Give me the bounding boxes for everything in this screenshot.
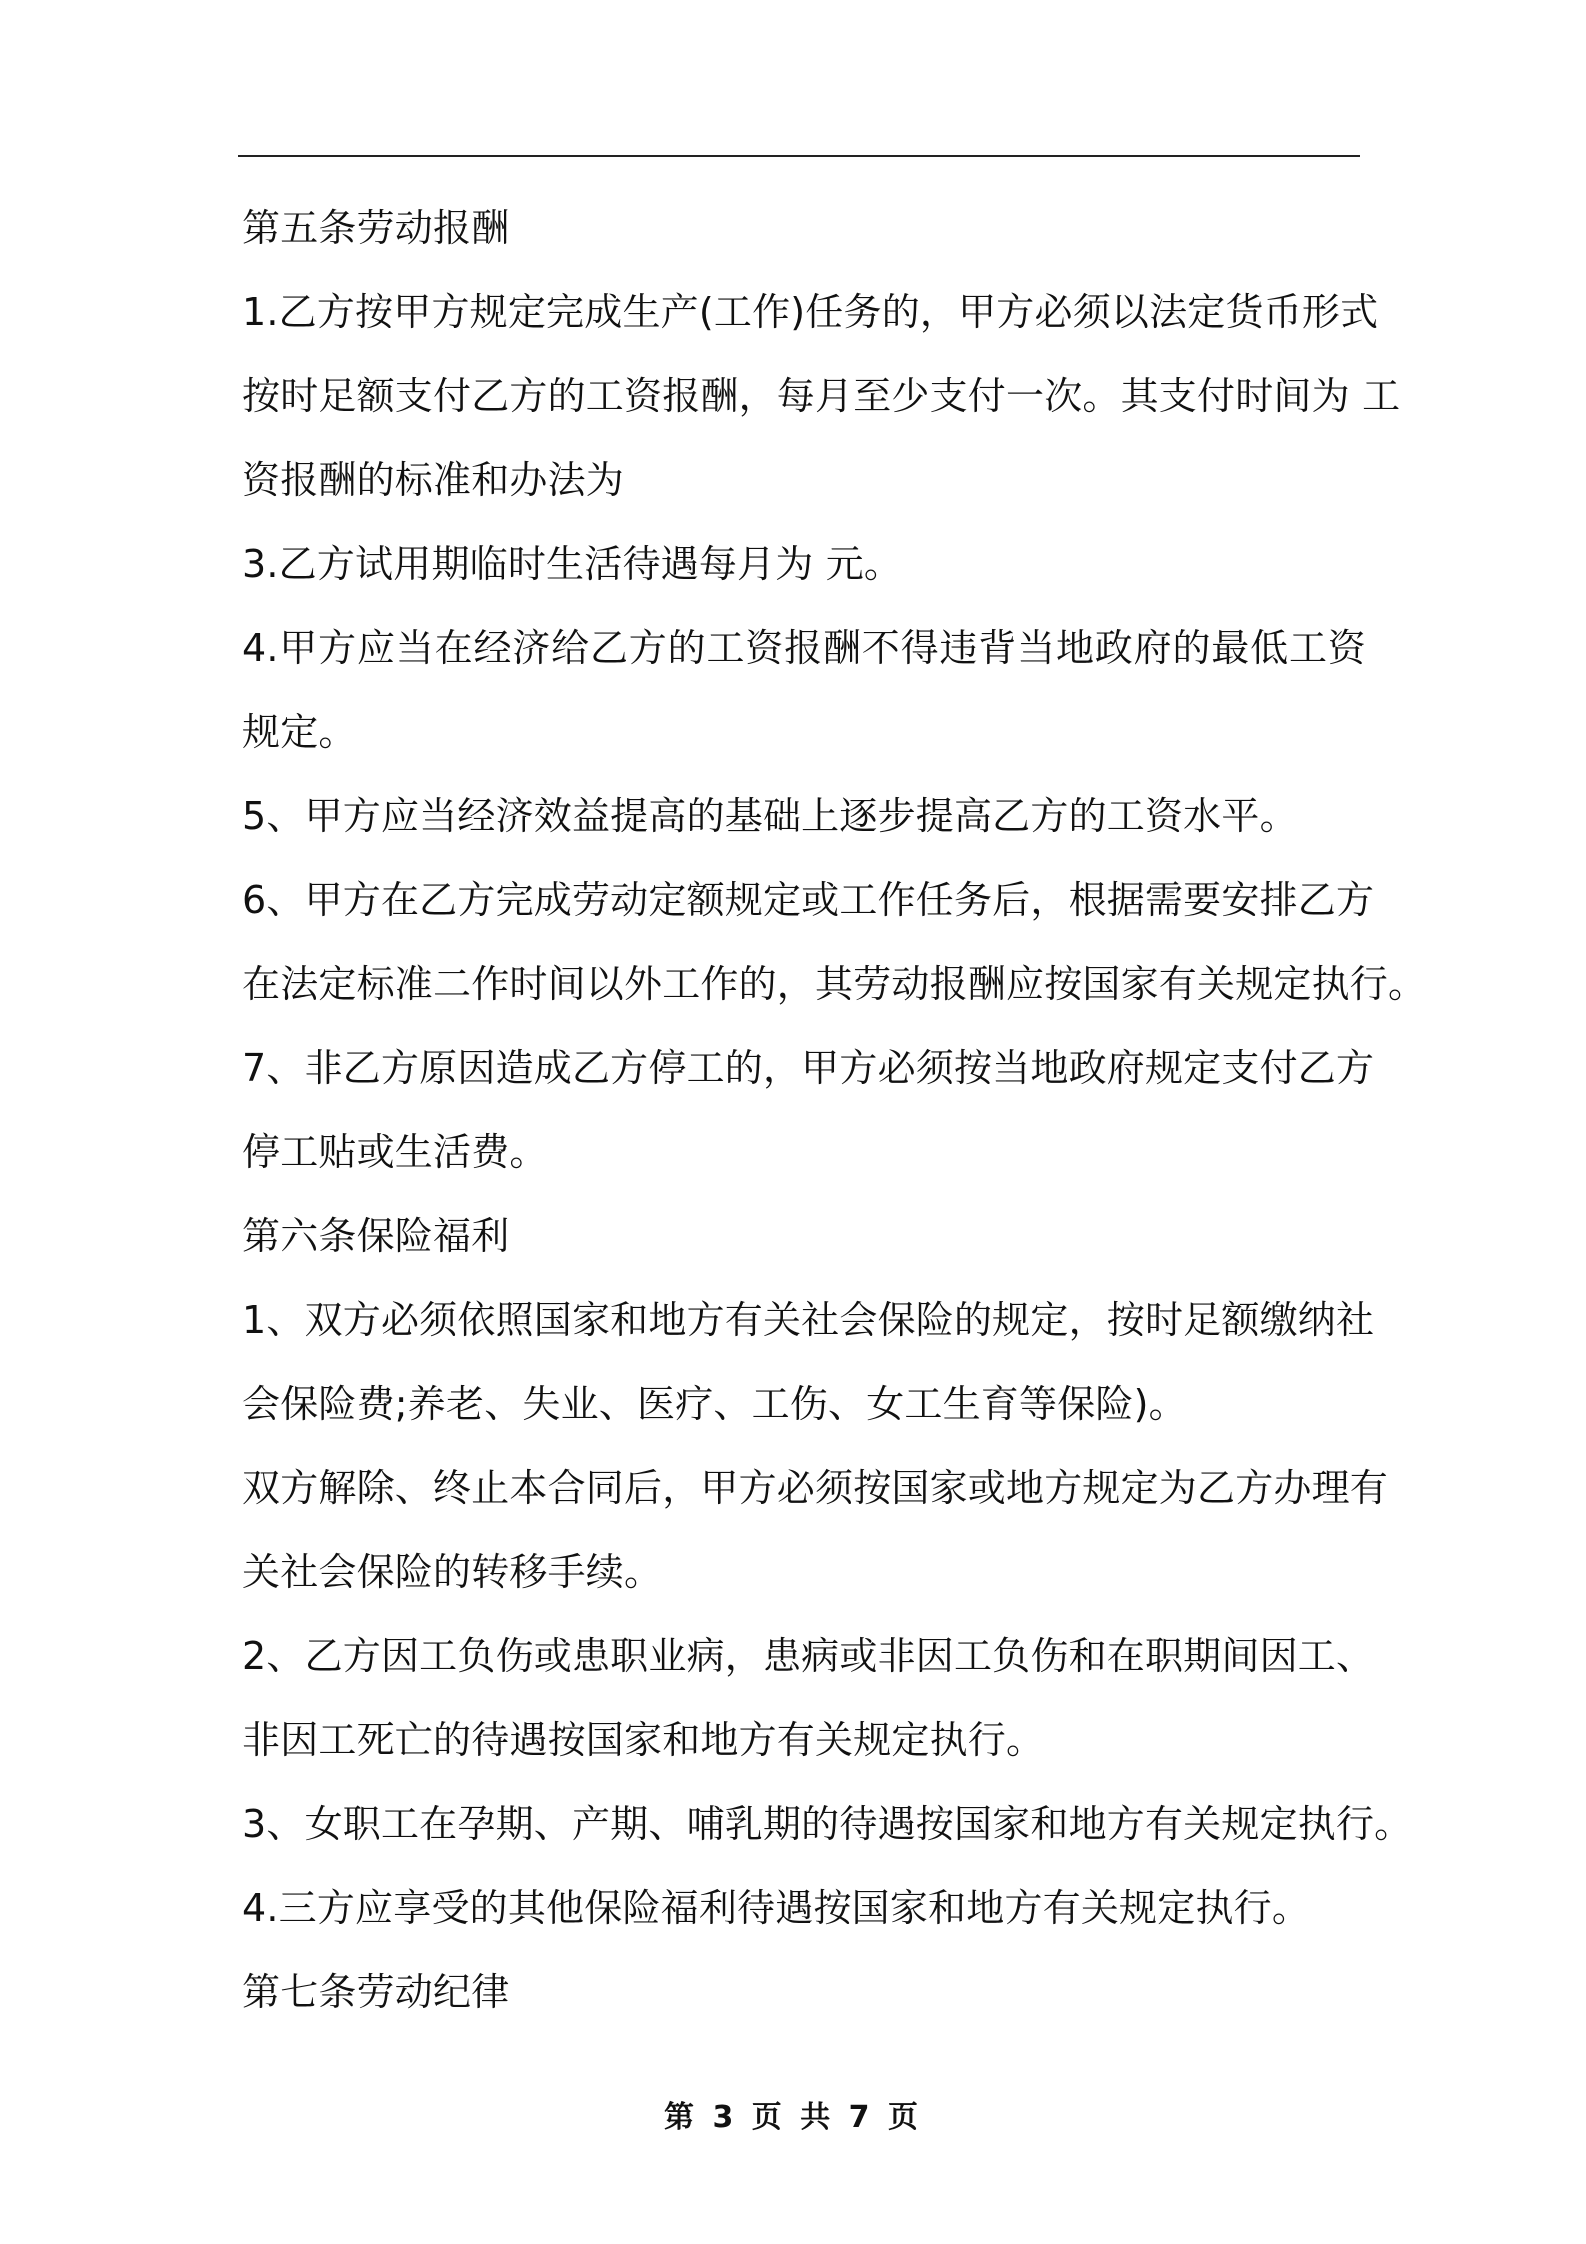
paragraph-line: 双方解除、终止本合同后，甲方必须按国家或地方规定为乙方办理有 (242, 1466, 1389, 1510)
paragraph-line: 2、乙方因工负伤或患职业病，患病或非因工负伤和在职期间因工、 (242, 1634, 1375, 1678)
paragraph-line: 6、甲方在乙方完成劳动定额规定或工作任务后，根据需要安排乙方 (242, 878, 1375, 922)
paragraph-line: 在法定标准二作时间以外工作的，其劳动报酬应按国家有关规定执行。 (242, 962, 1427, 1006)
header-divider (238, 155, 1360, 157)
paragraph-line: 1.乙方按甲方规定完成生产(工作)任务的，甲方必须以法定货币形式 (242, 290, 1379, 334)
paragraph-line: 停工贴或生活费。 (242, 1130, 548, 1174)
paragraph-line: 按时足额支付乙方的工资报酬，每月至少支付一次。其支付时间为 工 (242, 374, 1401, 418)
document-body (242, 198, 1427, 2046)
paragraph-line: 5、甲方应当经济效益提高的基础上逐步提高乙方的工资水平。 (242, 794, 1298, 838)
paragraph-line: 资报酬的标准和办法为 (242, 458, 625, 502)
paragraph-line: 1、双方必须依照国家和地方有关社会保险的规定，按时足额缴纳社 (242, 1298, 1375, 1342)
paragraph-line: 关社会保险的转移手续。 (242, 1550, 663, 1594)
paragraph-line: 4.三方应享受的其他保险福利待遇按国家和地方有关规定执行。 (242, 1886, 1311, 1930)
paragraph-line: 7、非乙方原因造成乙方停工的，甲方必须按当地政府规定支付乙方 (242, 1046, 1375, 1090)
section-heading-7: 第七条劳动纪律 (242, 1970, 510, 2014)
paragraph-line: 4.甲方应当在经济给乙方的工资报酬不得违背当地政府的最低工资 (242, 626, 1366, 670)
paragraph-line: 非因工死亡的待遇按国家和地方有关规定执行。 (242, 1718, 1045, 1762)
paragraph-line: 会保险费;养老、失业、医疗、工伤、女工生育等保险)。 (242, 1382, 1187, 1426)
section-heading-6: 第六条保险福利 (242, 1214, 510, 1258)
section-heading-5: 第五条劳动报酬 (242, 206, 510, 250)
paragraph-line: 规定。 (242, 710, 357, 754)
page-number: 第 3 页 共 7 页 (664, 2100, 922, 2135)
paragraph-line: 3、女职工在孕期、产期、哺乳期的待遇按国家和地方有关规定执行。 (242, 1802, 1413, 1846)
paragraph-line: 3.乙方试用期临时生活待遇每月为 元。 (242, 542, 903, 586)
